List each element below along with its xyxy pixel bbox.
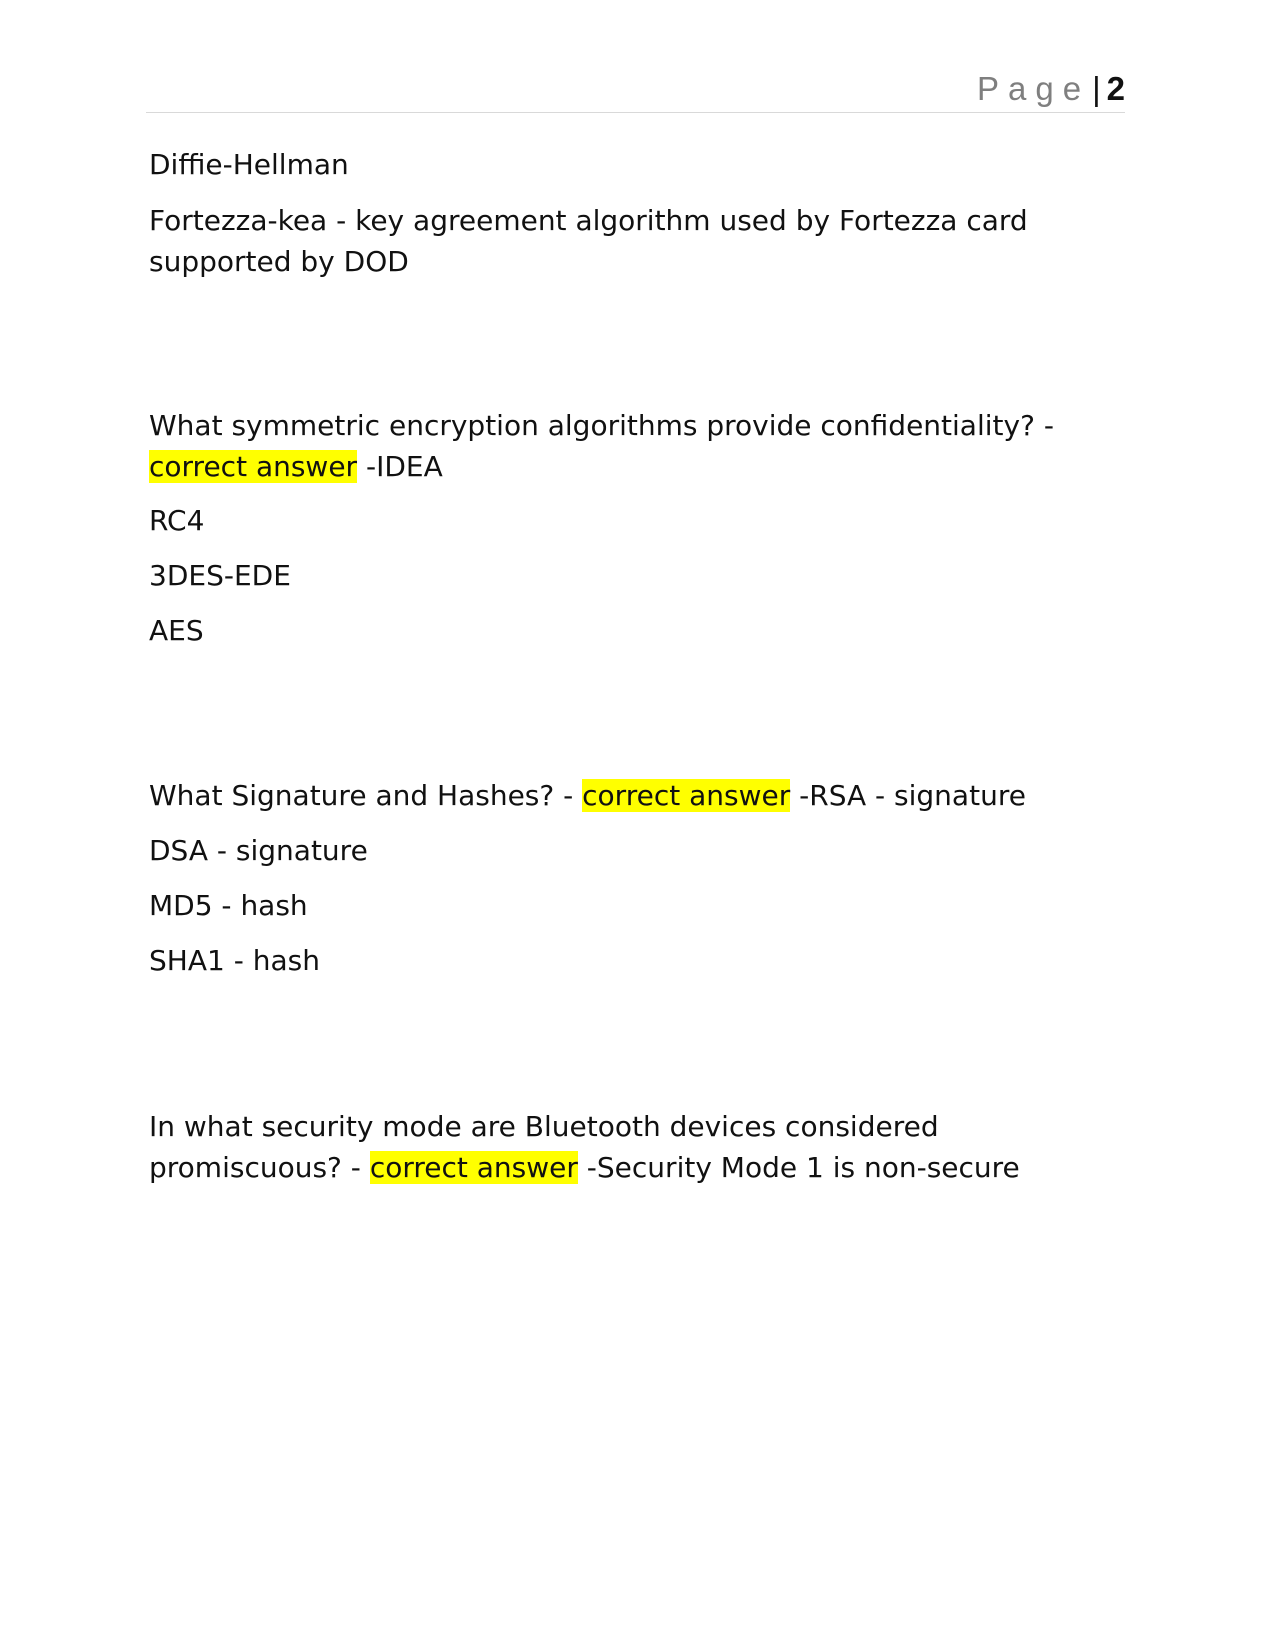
- answer-item-text: 3DES-EDE: [149, 559, 291, 592]
- text-line: supported by DOD: [149, 245, 409, 278]
- question-symmetric: [149, 405, 1099, 487]
- answer-text: -RSA - signature: [790, 779, 1026, 812]
- answer-line: [149, 1147, 1099, 1188]
- answer-item-text: SHA1 - hash: [149, 944, 320, 977]
- text-line: Fortezza-kea - key agreement algorithm used by Fortezza card: [149, 204, 1028, 237]
- page-separator: |: [1092, 70, 1101, 107]
- question-text: promiscuous? -: [149, 1151, 370, 1184]
- block-fortezza: [149, 200, 1099, 282]
- answer-item: [149, 885, 1099, 926]
- answer-item-text: MD5 - hash: [149, 889, 308, 922]
- answer-text: -Security Mode 1 is non-secure: [577, 1151, 1020, 1184]
- answer-line: [149, 446, 1099, 487]
- correct-answer-highlight: correct answer: [582, 779, 791, 812]
- question-text: In what security mode are Bluetooth devices considered: [149, 1110, 939, 1143]
- question-text: What Signature and Hashes? -: [149, 779, 583, 812]
- answer-item: [149, 555, 1099, 596]
- answer-item: [149, 940, 1099, 981]
- question-bluetooth: [149, 1106, 1099, 1188]
- answer-item-text: AES: [149, 614, 204, 647]
- block-diffie-hellman: [149, 144, 1099, 185]
- question-line: [149, 775, 1099, 816]
- question-text: What symmetric encryption algorithms provide confidentiality? -: [149, 409, 1054, 442]
- answer-item: [149, 500, 1099, 541]
- page-header: [146, 70, 1125, 113]
- question-signature: [149, 775, 1099, 816]
- answer-text: -IDEA: [357, 450, 443, 483]
- text-line: Diffie-Hellman: [149, 148, 349, 181]
- answer-item-text: RC4: [149, 504, 205, 537]
- answer-item-text: DSA - signature: [149, 834, 368, 867]
- answer-item: [149, 610, 1099, 651]
- page-label: Page: [976, 70, 1091, 107]
- page-number: 2: [1106, 70, 1125, 107]
- correct-answer-highlight: correct answer: [369, 1151, 578, 1184]
- answer-item: [149, 830, 1099, 871]
- correct-answer-highlight: correct answer: [149, 450, 358, 483]
